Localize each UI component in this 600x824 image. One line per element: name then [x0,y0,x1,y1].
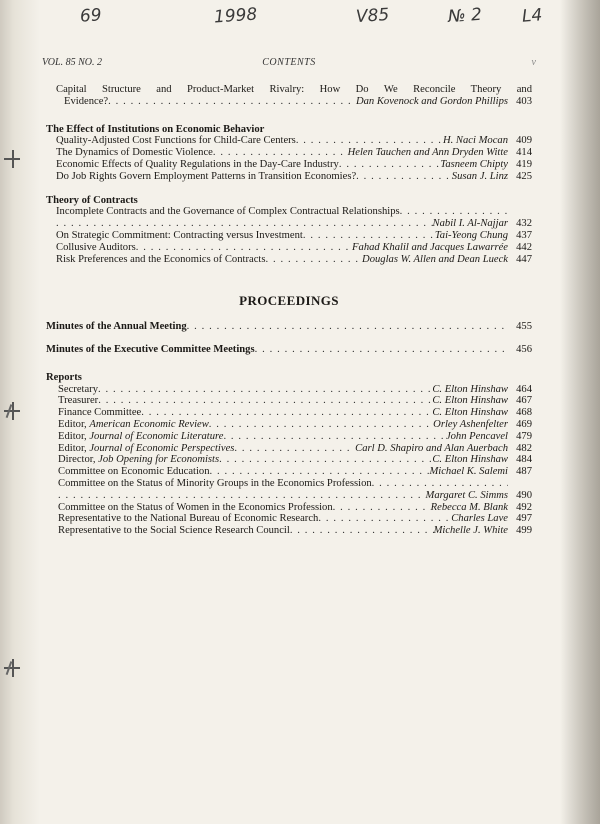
leader-dots [290,525,434,537]
toc-entry[interactable] [46,419,532,431]
entry-author: Michelle J. White [433,525,508,537]
leader-dots [356,171,452,183]
toc-entry[interactable] [46,218,532,230]
toc-entry[interactable] [46,454,532,466]
entry-page: 409 [516,135,532,147]
entry-author: Nabil I. Al-Najjar [432,218,508,230]
entry-title: Evidence? [64,95,109,107]
entry-author: Orley Ashenfelter [433,418,508,430]
entry-author: Tai-Yeong Chung [434,229,508,241]
toc-entry[interactable] [46,254,532,266]
volume-label: VOL. 85 NO. 2 [42,57,102,68]
toc-entry[interactable] [46,159,532,171]
entry-page: 469 [516,418,532,430]
entry-page: 414 [516,147,532,159]
entry-title: Collusive Auditors [56,241,136,253]
handwritten-mark-5: L4 [521,5,543,27]
section-heading: Theory of Contracts [46,194,138,206]
entry-author: John Pencavel [445,430,508,442]
entry-title: Secretary [58,383,98,395]
leader-dots [400,206,508,218]
toc-entry-title-line[interactable] [46,206,532,218]
leader-dots [318,513,451,525]
entry-page: 492 [516,501,532,513]
entry-title: Editor, Journal of Economic Literature [58,430,224,442]
binding-punch-mark [0,146,20,172]
leader-dots [136,242,352,254]
entry-page: 468 [516,407,532,419]
toc-entry-title-line[interactable] [46,478,532,490]
entry-author: C. Elton Hinshaw [432,454,508,466]
toc-entry[interactable] [46,513,532,525]
entry-author: C. Elton Hinshaw [432,383,508,395]
entry-page: 419 [516,158,532,170]
leader-dots [98,384,432,396]
entry-author: Tasneem Chipty [440,158,508,170]
leader-dots [56,218,433,230]
entry-author: C. Elton Hinshaw [432,407,508,419]
entry-author: Margaret C. Simms [425,489,508,501]
leader-dots [255,344,508,356]
entry-title: Minutes of the Executive Committee Meetings [46,343,255,355]
toc-entry[interactable] [46,384,532,396]
leader-dots [219,454,432,466]
entry-author: Fahad Khalil and Jacques Lawarrée [352,241,508,253]
entry-author: Rebecca M. Blank [430,501,508,513]
binding-punch-mark [0,655,20,681]
entry-author: Carl D. Shapiro and Alan Auerbach [355,442,508,454]
reports-list [46,384,532,537]
toc-entry[interactable] [46,171,532,183]
entry-title: Committee on the Status of Women in the Economics Profession [58,501,333,513]
entry-title: Editor, Journal of Economic Perspectives [58,442,235,454]
toc-entry[interactable] [46,321,532,333]
leader-dots [339,159,441,171]
leader-dots [58,490,426,502]
entry-title: Committee on Economic Education [58,466,210,478]
entry-page: 499 [516,525,532,537]
leader-dots [108,96,356,108]
entry-page: 456 [516,343,532,355]
toc-entry[interactable] [46,525,532,537]
leader-dots [303,230,435,242]
entry-title: Risk Preferences and the Economics of Contracts [56,253,266,265]
entry-page: 497 [516,513,532,525]
leader-dots [98,395,432,407]
handwritten-mark-4: № 2 [447,4,483,28]
entry-page: 432 [516,218,532,230]
entry-author: Charles Lave [451,513,508,525]
entry-page: 479 [516,430,532,442]
toc-entry[interactable] [46,395,532,407]
toc-entry[interactable] [46,230,532,242]
entry-page: 464 [516,383,532,395]
leader-dots [265,254,362,266]
entry-author: Douglas W. Allen and Dean Lueck [362,253,508,265]
toc-entry[interactable] [46,490,532,502]
toc-entry[interactable] [46,431,532,443]
reports-heading: Reports [46,371,82,383]
leader-dots [187,321,508,333]
entry-title: Representative to the National Bureau of Economic Research [58,513,319,525]
entry-page: 442 [516,241,532,253]
entry-author: Dan Kovenock and Gordon Phillips [355,95,508,107]
page-number: v [531,57,536,68]
entry-page: 482 [516,442,532,454]
toc-entry-title-line[interactable]: Capital Structure and Product-Market Rivalry: How Do We Reconcile Theory and [56,84,532,95]
entry-title: Representative to the Social Science Research Council [58,525,290,537]
section-heading: The Effect of Institutions on Economic Behavior [46,123,265,135]
entry-page: 487 [516,466,532,478]
toc-entry[interactable] [46,147,532,159]
toc-entry[interactable] [46,502,532,514]
leader-dots [333,502,431,514]
entry-page: 447 [516,253,532,265]
toc-entry[interactable] [46,407,532,419]
entry-page: 484 [516,454,532,466]
entry-title: Committee on the Status of Minority Groups in the Economics Profession [58,477,372,489]
leader-dots [372,478,508,490]
toc-entry[interactable] [46,466,532,478]
toc-entry[interactable] [46,344,532,356]
entry-title: Finance Committee [58,407,142,419]
entry-page: 403 [516,95,532,107]
entry-page: 455 [516,321,532,333]
entry-page: 425 [516,170,532,182]
entry-title: On Strategic Commitment: Contracting versus Investment [56,229,303,241]
leader-dots [141,407,432,419]
entry-page: 490 [516,489,532,501]
handwritten-mark-2: 1998 [213,4,258,28]
entry-title: Economic Effects of Quality Regulations in the Day-Care Industry [56,158,339,170]
entry-title: Director, Job Opening for Economists [58,454,220,466]
entry-title: The Dynamics of Domestic Violence [56,147,213,159]
leader-dots [234,443,355,455]
entry-author: C. Elton Hinshaw [432,395,508,407]
entry-title: Incomplete Contracts and the Governance of Complex Contractual Relationships [56,206,400,218]
toc-entry[interactable] [46,96,532,108]
entry-author: Michael K. Salemi [429,466,508,478]
handwritten-mark-3: V85 [355,4,390,28]
leader-dots [213,147,348,159]
table-of-contents [46,84,532,537]
entry-title: Treasurer [58,395,99,407]
entry-page: 467 [516,395,532,407]
entry-author: Helen Tauchen and Ann Dryden Witte [347,147,508,159]
leader-dots [210,466,430,478]
toc-entry[interactable] [46,135,532,147]
binding-punch-mark [0,398,20,424]
entry-page: 437 [516,229,532,241]
contents-title: CONTENTS [262,57,316,68]
toc-entry[interactable] [46,443,532,455]
entry-title: Editor, American Economic Review [58,418,209,430]
binding-shadow [560,0,600,824]
entry-author: H. Naci Mocan [442,135,508,147]
handwritten-mark-1: 69 [79,5,103,27]
entry-author: Susan J. Linz [451,170,508,182]
leader-dots [223,431,446,443]
entry-title: Do Job Rights Govern Employment Patterns in Transition Economies? [56,170,357,182]
leader-dots [209,419,433,431]
entry-title: Quality-Adjusted Cost Functions for Child-Care Centers [56,135,296,147]
proceedings-heading: PROCEEDINGS [239,293,339,309]
toc-entry[interactable] [46,242,532,254]
leader-dots [296,135,443,147]
entry-title: Minutes of the Annual Meeting [46,321,187,333]
